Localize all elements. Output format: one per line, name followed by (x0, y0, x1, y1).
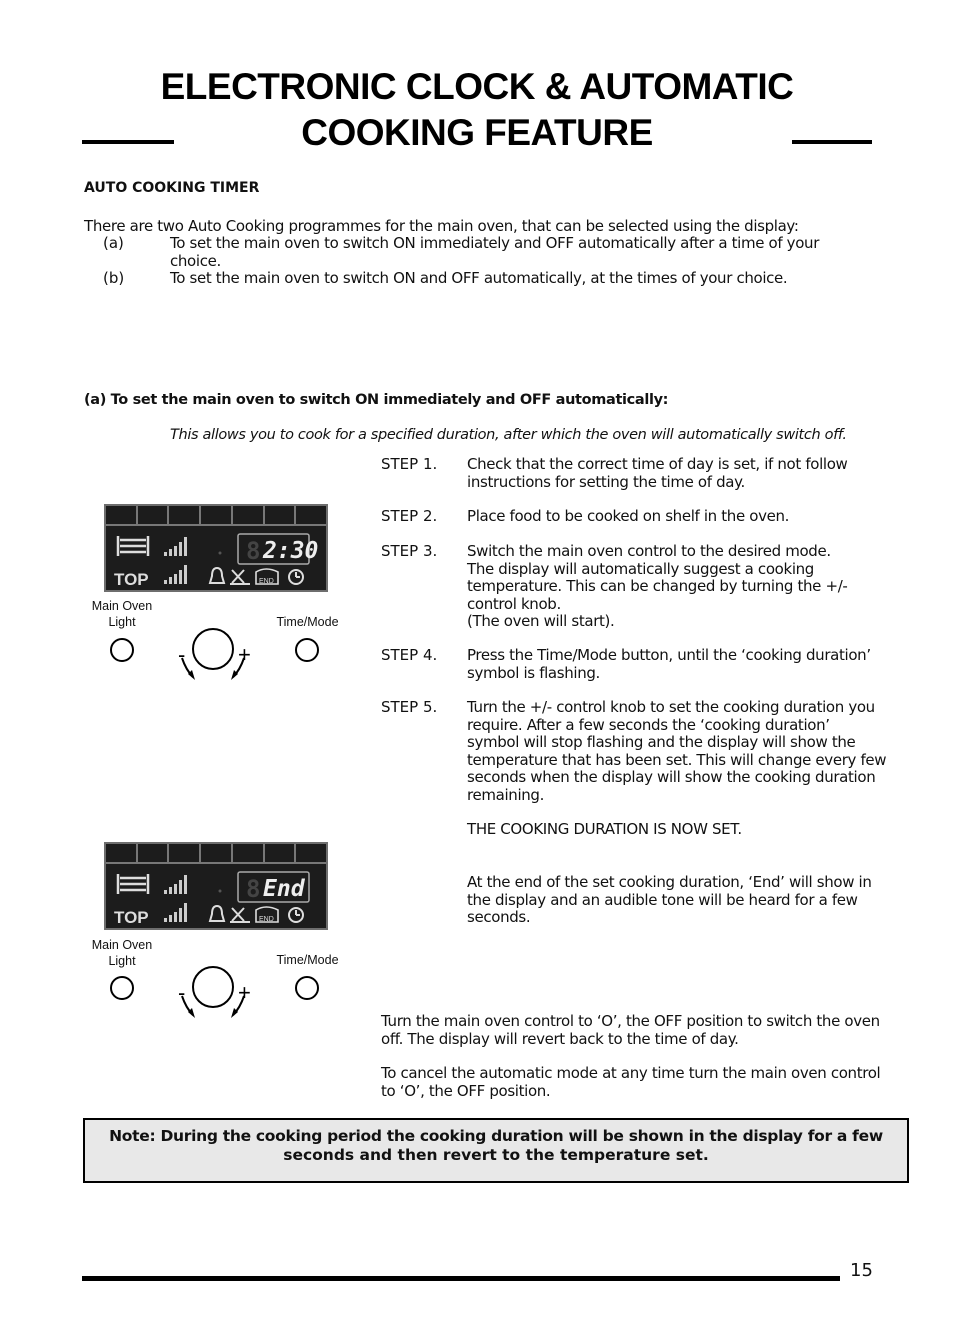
subsection-heading: (a) To set the main oven to switch ON immediately and OFF automatically: (84, 392, 669, 408)
title-rule-right (792, 140, 872, 144)
step-label: STEP 5. (381, 698, 438, 716)
svg-text:8: 8 (246, 875, 261, 903)
main-oven-light-button[interactable] (111, 639, 133, 661)
page-number: 15 (850, 1260, 873, 1281)
grill-icon (118, 536, 148, 556)
end-time-icon (256, 569, 278, 585)
footer-rule (82, 1276, 840, 1281)
knob-plus: + (238, 642, 251, 667)
section-heading: AUTO COOKING TIMER (84, 180, 260, 196)
step-text: Switch the main oven control to the desired mode. The display will automatically suggest a cooking temperature. This can be changed by turning the +/- control knob. (The oven will start). (467, 542, 848, 630)
step-label: STEP 2. (381, 507, 438, 525)
oven-display-panel-end (104, 842, 328, 930)
step-text: Place food to be cooked on shelf in the oven. (467, 507, 790, 525)
page-title-line-1: ELECTRONIC CLOCK & AUTOMATIC (160, 66, 794, 107)
top-label: TOP (114, 908, 149, 927)
bell-icon (210, 568, 224, 583)
knob-minus: - (178, 642, 186, 667)
end-time-icon (256, 907, 278, 923)
duration-set-text: THE COOKING DURATION IS NOW SET. (467, 820, 742, 838)
time-mode-label: Time/Mode (276, 615, 339, 629)
display-readout: 2:30 (263, 538, 319, 564)
control-knob[interactable] (193, 967, 233, 1007)
note-line-2: seconds and then revert to the temperature set. (283, 1146, 709, 1164)
controls-diagram (100, 620, 340, 688)
clock-icon (289, 908, 303, 922)
clock-icon (289, 570, 303, 584)
step-text: Check that the correct time of day is set, if not follow instructions for setting the time of day. (467, 455, 848, 491)
svg-text:8: 8 (246, 537, 261, 565)
display-readout-end: End (263, 876, 305, 902)
display-icons-end (106, 844, 326, 928)
step-text: Turn the +/- control knob to set the cooking duration you require. After a few seconds the ‘cooking duration’ symbol will stop flashing and the display will show the temperature that has been set. This will change every few seconds when the display will show the cooking duration remaining. (467, 698, 887, 804)
subsection-intro: This allows you to cook for a specified duration, after which the oven will automatically switch off. (170, 427, 847, 443)
cancel-text: To cancel the automatic mode at any time turn the main oven control to ‘O’, the OFF position. (381, 1064, 881, 1100)
option-a-text: To set the main oven to switch ON immediately and OFF automatically after a time of your choice. (170, 234, 820, 270)
note-line-1: Note: During the cooking period the cooking duration will be shown in the display for a few (109, 1127, 883, 1145)
display-icons (106, 506, 326, 590)
svg-text:END: END (259, 916, 274, 923)
time-mode-button[interactable] (296, 639, 318, 661)
bell-icon (210, 906, 224, 921)
main-oven-light-button[interactable] (111, 977, 133, 999)
step-label: STEP 4. (381, 646, 438, 664)
oven-display-panel (104, 504, 328, 592)
option-a-marker: (a) (103, 234, 124, 252)
svg-text:END: END (259, 578, 274, 585)
title-rule-left (82, 140, 174, 144)
knob-minus: - (178, 980, 186, 1005)
option-b-text: To set the main oven to switch ON and OFF automatically, at the times of your choice. (170, 269, 788, 287)
note-box (83, 1118, 909, 1183)
controls-diagram-2 (100, 958, 340, 1026)
turn-off-text: Turn the main oven control to ‘O’, the OFF position to switch the oven off. The display will revert back to the time of day. (381, 1012, 880, 1048)
cooking-duration-icon (230, 570, 250, 584)
intro-text: There are two Auto Cooking programmes for the main oven, that can be selected using the display: (84, 217, 799, 235)
option-b-marker: (b) (103, 269, 125, 287)
end-text: At the end of the set cooking duration, ‘End’ will show in the display and an audible tone will be heard for a few seconds. (467, 873, 872, 926)
time-mode-button[interactable] (296, 977, 318, 999)
page-title-line-2: COOKING FEATURE (301, 112, 653, 153)
control-knob[interactable] (193, 629, 233, 669)
step-label: STEP 3. (381, 542, 438, 560)
grill-icon (118, 874, 148, 894)
step-label: STEP 1. (381, 455, 438, 473)
step-text: Press the Time/Mode button, until the ‘cooking duration’ symbol is flashing. (467, 646, 871, 682)
knob-plus: + (238, 980, 251, 1005)
main-oven-light-label: Main Oven Light (91, 599, 153, 629)
cooking-duration-icon (230, 908, 250, 922)
time-mode-label-2: Time/Mode (276, 953, 339, 967)
signal-bars-icon (164, 875, 187, 922)
main-oven-light-label-2: Main Oven Light (91, 938, 153, 968)
top-label: TOP (114, 570, 149, 589)
signal-bars-icon (164, 537, 187, 584)
